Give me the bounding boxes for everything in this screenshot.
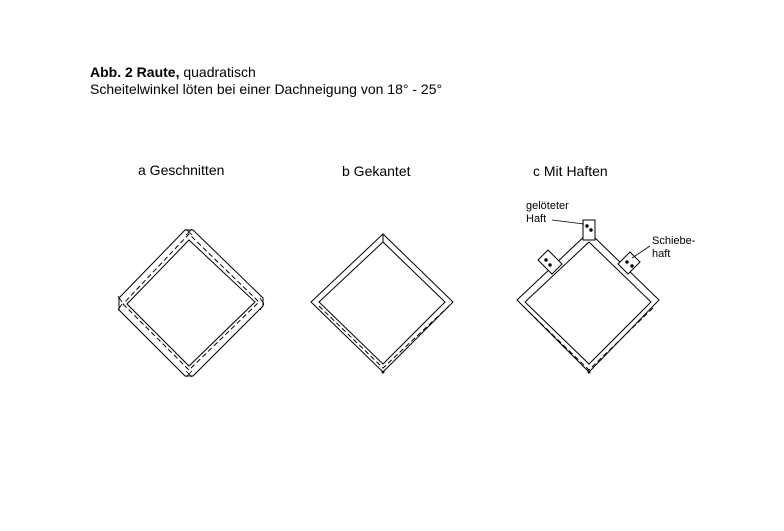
soldered-clip-label-1: gelöteter [526,200,569,212]
soldered-clip [583,220,595,240]
soldered-clip-rivet-1 [586,225,588,227]
figure-title-bold: Abb. 2 Raute, [90,64,180,80]
fold-mark-bottom-c [588,371,590,373]
corner-marks [118,229,264,377]
diamond-cut-outer [119,230,263,376]
diamond-folded-outer [311,234,453,372]
panel-a-label: a Geschnitten [138,162,225,178]
fold-mark-bottom [382,371,384,373]
diamond-cut [118,229,264,377]
diamond-cut-inner [127,240,255,366]
sliding-clip-left-rivet-1 [545,259,547,261]
diamond-clips [517,220,659,373]
sliding-clip-right-rivet-2 [631,265,633,267]
soldered-clip-label-2: Haft [526,213,547,225]
diamond-cut-hidden-edge [123,234,259,370]
panel-c-label: c Mit Haften [533,163,608,179]
figure-title-rest: quadratisch [179,64,256,80]
panel-b-label: b Gekantet [342,163,411,179]
diamond-folded-inner [319,242,445,364]
diamond-folded-hidden-edge [319,306,449,368]
sliding-clip-right-rivet-1 [626,261,628,263]
sliding-clip-leader [632,246,650,258]
sliding-clip-left-rivet-2 [549,264,551,266]
diamond-folded [311,234,453,373]
diamond-clips-outer [517,232,659,372]
soldered-clip-rivet-2 [590,229,592,231]
diamond-clips-hidden-edge [523,306,655,370]
sliding-clip-label-1: Schiebe- [652,235,696,247]
figure-subtitle: Scheitelwinkel löten bei einer Dachneigung von 18° - 25° [90,81,443,97]
sliding-clip-label-2: haft [652,248,671,260]
soldered-clip-leader [552,220,584,224]
